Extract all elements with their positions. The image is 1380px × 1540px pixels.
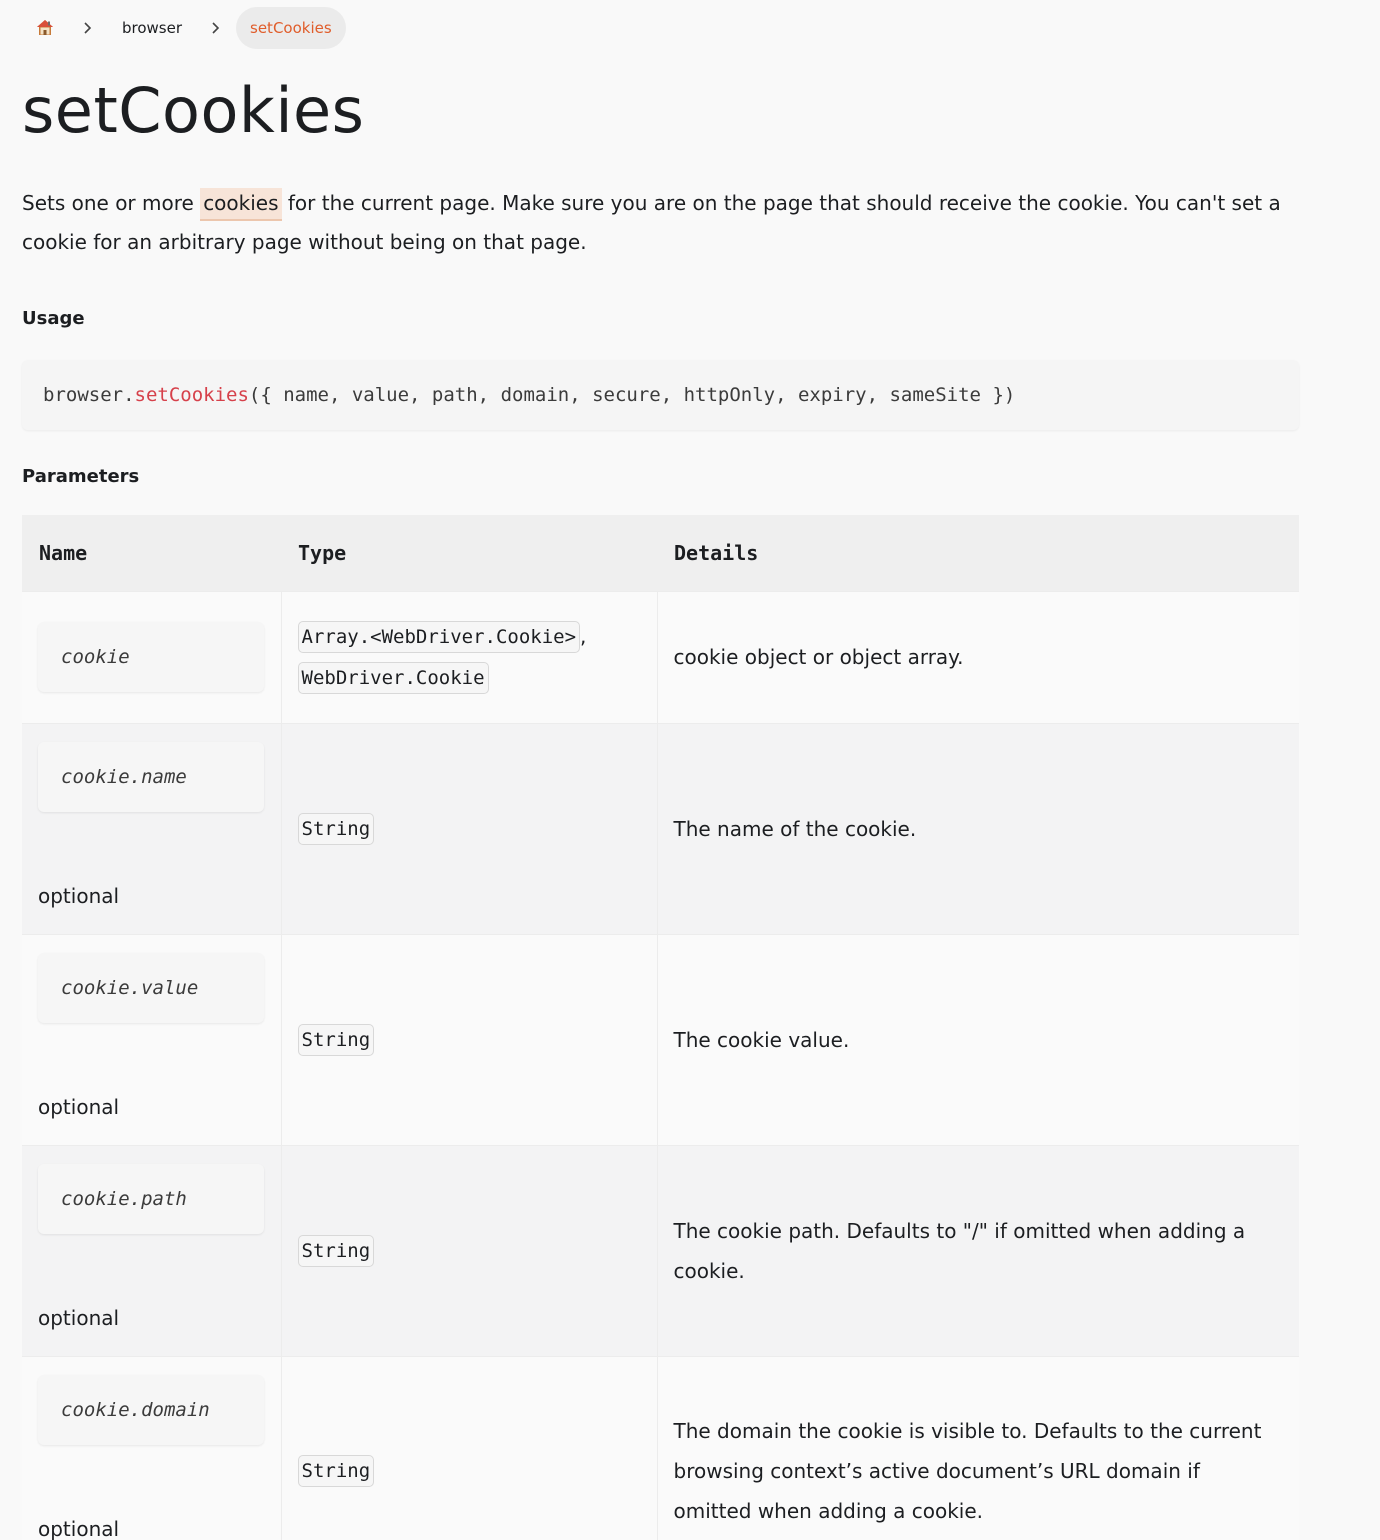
usage-heading: Usage	[22, 308, 85, 329]
optional-label: optional	[38, 1516, 120, 1540]
optional-label: optional	[38, 1305, 120, 1330]
param-details: The cookie value.	[673, 1027, 850, 1052]
table-row	[22, 1145, 1299, 1356]
column-header-details: Details	[657, 515, 1299, 591]
param-name: cookie.domain	[38, 1375, 264, 1445]
type-cell	[281, 723, 657, 934]
name-cell	[22, 1145, 281, 1356]
param-name: cookie.value	[38, 953, 264, 1023]
type-cell	[281, 591, 657, 723]
param-details: The cookie path. Defaults to "/" if omitted when adding a cookie.	[673, 1218, 1246, 1283]
type-code: Array.<WebDriver.Cookie>	[298, 621, 581, 653]
name-cell	[22, 723, 281, 934]
table-row	[22, 723, 1299, 934]
table-header-row	[22, 515, 1299, 591]
param-name: cookie	[38, 622, 264, 692]
chevron-right-icon	[202, 7, 230, 49]
page-title: setCookies	[22, 74, 365, 147]
type-code: String	[298, 1235, 375, 1267]
home-icon	[35, 18, 55, 38]
table-row	[22, 934, 1299, 1145]
column-header-type: Type	[281, 515, 657, 591]
details-cell	[657, 1145, 1299, 1356]
cookies-link[interactable]: cookies	[200, 188, 281, 221]
intro-text-before: Sets one or more	[22, 191, 201, 215]
parameters-heading: Parameters	[22, 466, 140, 487]
parameters-table	[22, 515, 1299, 1540]
usage-code-block[interactable]	[22, 360, 1299, 430]
type-code: String	[298, 1455, 375, 1487]
name-cell	[22, 591, 281, 723]
code-object: browser.	[43, 384, 135, 406]
optional-label: optional	[38, 883, 120, 908]
name-cell	[22, 1356, 281, 1540]
breadcrumb	[22, 0, 1358, 56]
type-code: String	[298, 1024, 375, 1056]
chevron-right-icon	[74, 7, 102, 49]
code-method: setCookies	[134, 384, 249, 406]
details-cell	[657, 591, 1299, 723]
intro-paragraph	[22, 184, 1312, 262]
param-details: The name of the cookie.	[673, 816, 917, 841]
details-cell	[657, 1356, 1299, 1540]
column-header-name: Name	[22, 515, 281, 591]
type-cell	[281, 1145, 657, 1356]
code-args: ({ name, value, path, domain, secure, httpOnly, expiry, sameSite })	[248, 384, 1016, 406]
type-code: WebDriver.Cookie	[298, 662, 489, 694]
type-cell	[281, 1356, 657, 1540]
param-name: cookie.name	[38, 742, 264, 812]
breadcrumb-home[interactable]	[22, 7, 68, 49]
param-details: The domain the cookie is visible to. Defaults to the current browsing context’s active document’s URL domain if omitted when adding a cookie.	[673, 1419, 1262, 1524]
details-cell	[657, 934, 1299, 1145]
table-row	[22, 591, 1299, 723]
breadcrumb-current: setCookies	[236, 7, 346, 49]
breadcrumb-browser[interactable]: browser	[122, 19, 183, 37]
table-row	[22, 1356, 1299, 1540]
name-cell	[22, 934, 281, 1145]
type-cell	[281, 934, 657, 1145]
intro-text-after: for the current page. Make sure you are on the page that should receive the cookie. You can't set a cookie for an arbitrary page without being on that page.	[22, 191, 1281, 254]
type-code: String	[298, 813, 375, 845]
optional-label: optional	[38, 1094, 120, 1119]
param-name: cookie.path	[38, 1164, 264, 1234]
param-details: cookie object or object array.	[673, 645, 964, 669]
type-separator: ,	[580, 624, 587, 648]
details-cell	[657, 723, 1299, 934]
